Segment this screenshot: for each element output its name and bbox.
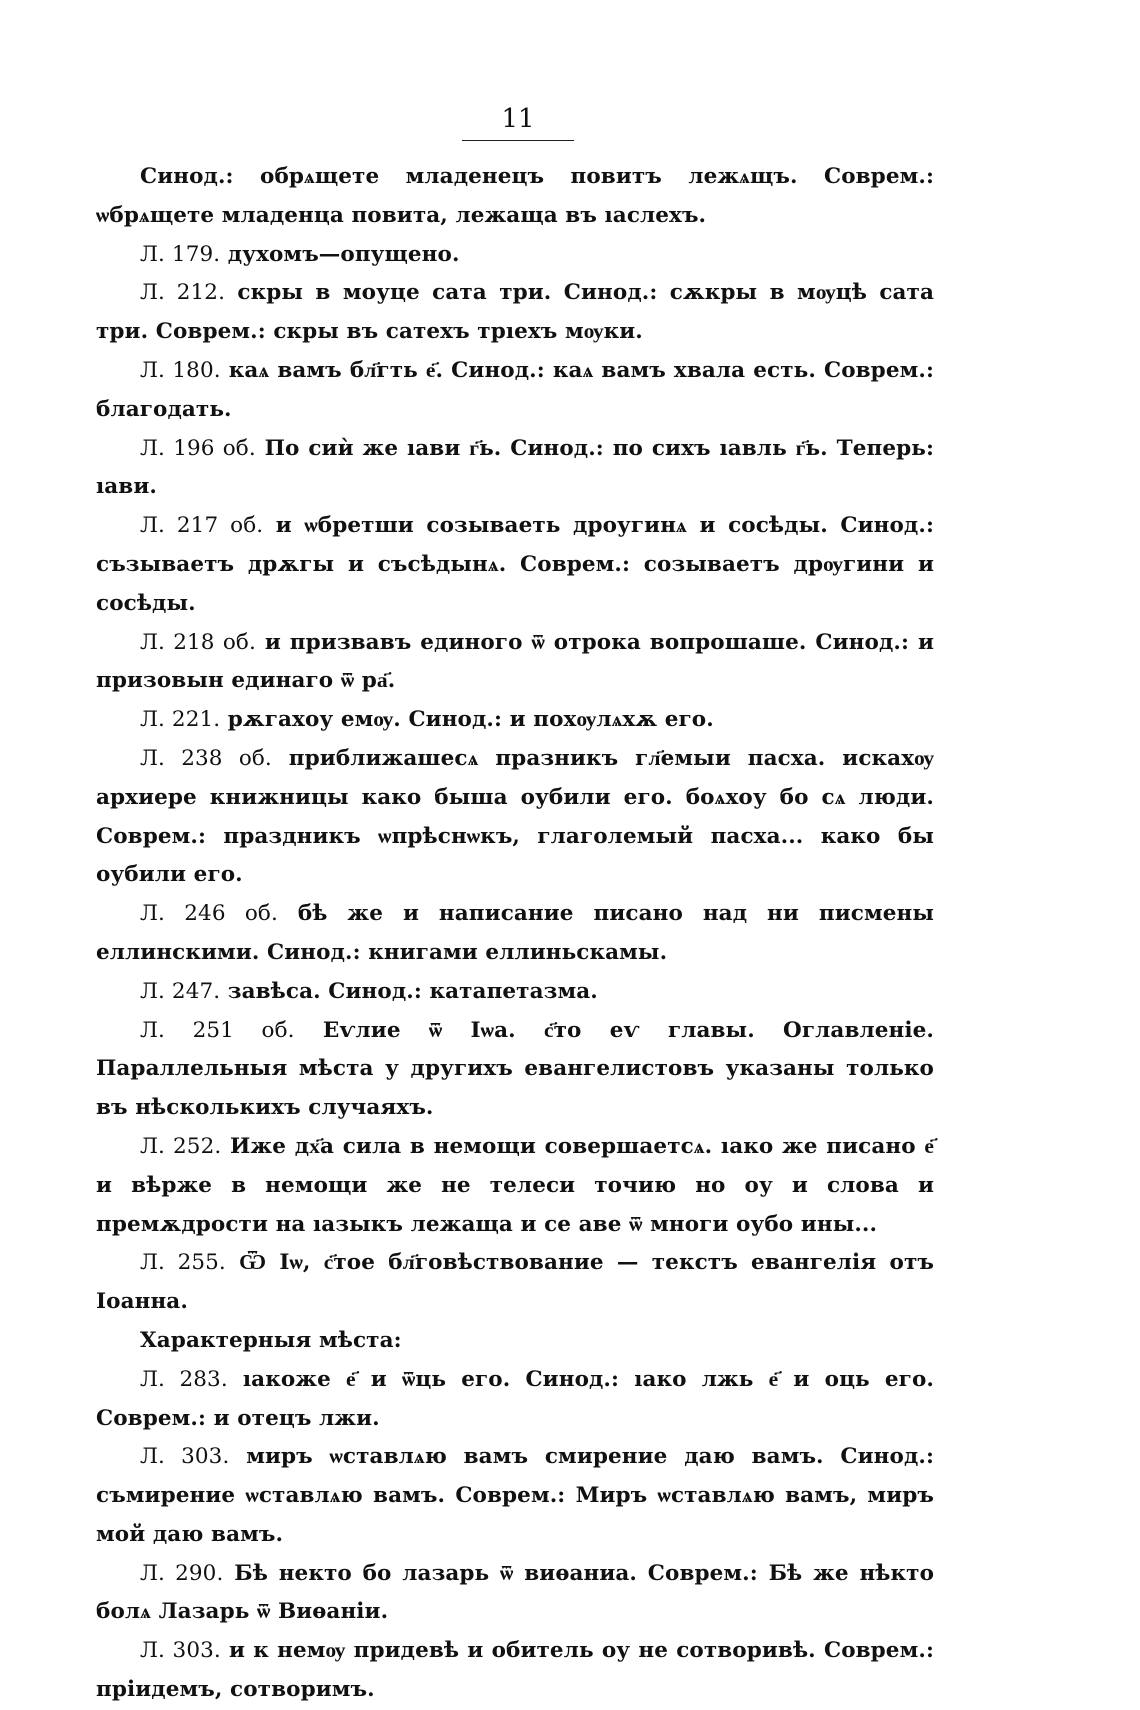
paragraph-text: Еѵлие ѿ Іѡа. с҃то еѵ главы. Оглавленіе. Параллельныя мѣста у другихъ евангелистовъ указаны только въ нѣсколькихъ случаяхъ. [96,1017,934,1121]
text-paragraph [96,430,934,508]
paragraph-text: миръ ѡставлѧю вамъ смирение даю вамъ. Синод.: съмирение ѡставлѧю вамъ. Соврем.: Миръ ѡставлѧю вамъ, миръ мой даю вамъ. [96,1444,935,1547]
paragraph-text: и к немѹ придевѣ и обитель оу не сотворивѣ. Соврем.: пріидемъ, сотворимъ. [96,1638,934,1703]
paragraph-text: Ѿ Іѡ, с҃тое бл҃говѣствование — текстъ евангелія отъ Іоанна. [96,1250,934,1315]
folio-reference: Л. 247. [140,978,221,1004]
folio-reference: Л. 180. [140,357,221,383]
folio-reference: Л. 252. [140,1133,222,1159]
folio-reference: Л. 283. [140,1366,228,1392]
text-paragraph [96,701,934,740]
folio-reference: Л. 196 об. [140,435,256,461]
paragraph-text: и ѡбретши созываеть дроугинѧ и сосѣды. Синод.: съзываетъ дрѫгы и съсѣдынѧ. Соврем.: созываетъ дрѹгини и сосѣды. [96,513,934,616]
text-paragraph [96,352,934,430]
paragraph-text: каѧ вамъ бл҃гть е҃. Синод.: каѧ вамъ хвала есть. Соврем.: благодать. [96,357,934,422]
text-paragraph [96,274,934,352]
text-paragraph [96,1012,934,1128]
text-paragraph [96,1632,934,1710]
folio-reference: Л. 179. [140,241,221,267]
paragraph-text: Характерныя мѣста: [140,1327,402,1353]
folio-reference: Л. 246 об. [140,901,278,927]
text-paragraph [96,624,934,702]
page-number: 11 [501,104,535,134]
text-paragraph [96,1128,934,1244]
folio-reference: Л. 255. [140,1250,226,1276]
text-paragraph [96,973,934,1012]
paragraph-text: По сиѝ же ıави г҃ь. Синод.: по сихъ ıавль г҃ь. Теперь: ıави. [96,435,934,500]
paragraph-text: приближашесѧ празникъ гл҃емыи пасха. искахѹ архиере книжницы како быша оубили его. боѧхоу бо сѧ люди. Соврем.: праздникъ ѡпрѣснѡкъ, глаголемый пасха... како бы оубили его. [96,745,934,888]
page-number-rule [462,140,574,141]
text-paragraph [96,158,934,236]
folio-reference: Л. 238 об. [140,745,272,771]
text-paragraph [96,1555,934,1633]
paragraph-text: Синод.: обрѧщете младенецъ повитъ лежѧщъ. Соврем.: ѡбрѧщете младенца повита, лежаща въ ıаслехъ. [96,164,934,228]
text-paragraph [96,1438,934,1554]
paragraph-text: ıакоже е҃ и ѿць его. Синод.: ıако лжь е҃ и оць его. Соврем.: и отецъ лжи. [96,1366,934,1431]
paragraph-text: завѣса. Синод.: катапетазма. [227,978,598,1004]
paragraph-text: и призвавъ единого ѿ отрока вопрошаше. Синод.: и призовын единаго ѿ ра҃. [96,629,934,694]
folio-reference: Л. 218 об. [140,629,256,655]
text-paragraph [96,236,934,275]
text-paragraph [96,1361,934,1439]
folio-reference: Л. 303. [140,1444,230,1470]
paragraph-text: Иже дх҃а сила в немощи совершаетсѧ. ıако же писано е҃ и вѣрже в немощи же не телеси точию но оу и слова и премѫдрости на ıазыкъ лежаща и се аве ѿ многи оубо ины... [96,1133,934,1237]
paragraph-text: Бѣ некто бо лазарь ѿ виѳаниа. Соврем.: Бѣ же нѣкто болѧ Лазарь ѿ Виѳаніи. [96,1560,935,1625]
folio-reference: Л. 217 об. [140,513,264,539]
folio-reference: Л. 221. [140,707,221,733]
text-paragraph [96,895,934,973]
text-paragraph [96,740,934,895]
folio-reference: Л. 303. [140,1638,221,1664]
folio-reference: Л. 290. [140,1560,224,1586]
text-paragraph [96,1244,934,1322]
text-paragraph [96,507,934,623]
section-heading [96,1322,934,1361]
paragraph-text: бѣ же и написание писано над ни писмены еллинскими. Синод.: книгами еллиньскамы. [96,901,934,965]
paragraph-text: скры в моуце сата три. Синод.: сѫкры в мѹцѣ сата три. Соврем.: скры въ сатехъ трıехъ мѹки. [96,280,934,345]
folio-reference: Л. 212. [140,280,226,306]
folio-reference: Л. 251 об. [140,1017,295,1043]
paragraph-text: духомъ—опущено. [227,241,460,267]
body-text [96,158,934,1710]
paragraph-text: рѫгахоу емѹ. Синод.: и похѹлѧхѫ его. [227,707,714,733]
